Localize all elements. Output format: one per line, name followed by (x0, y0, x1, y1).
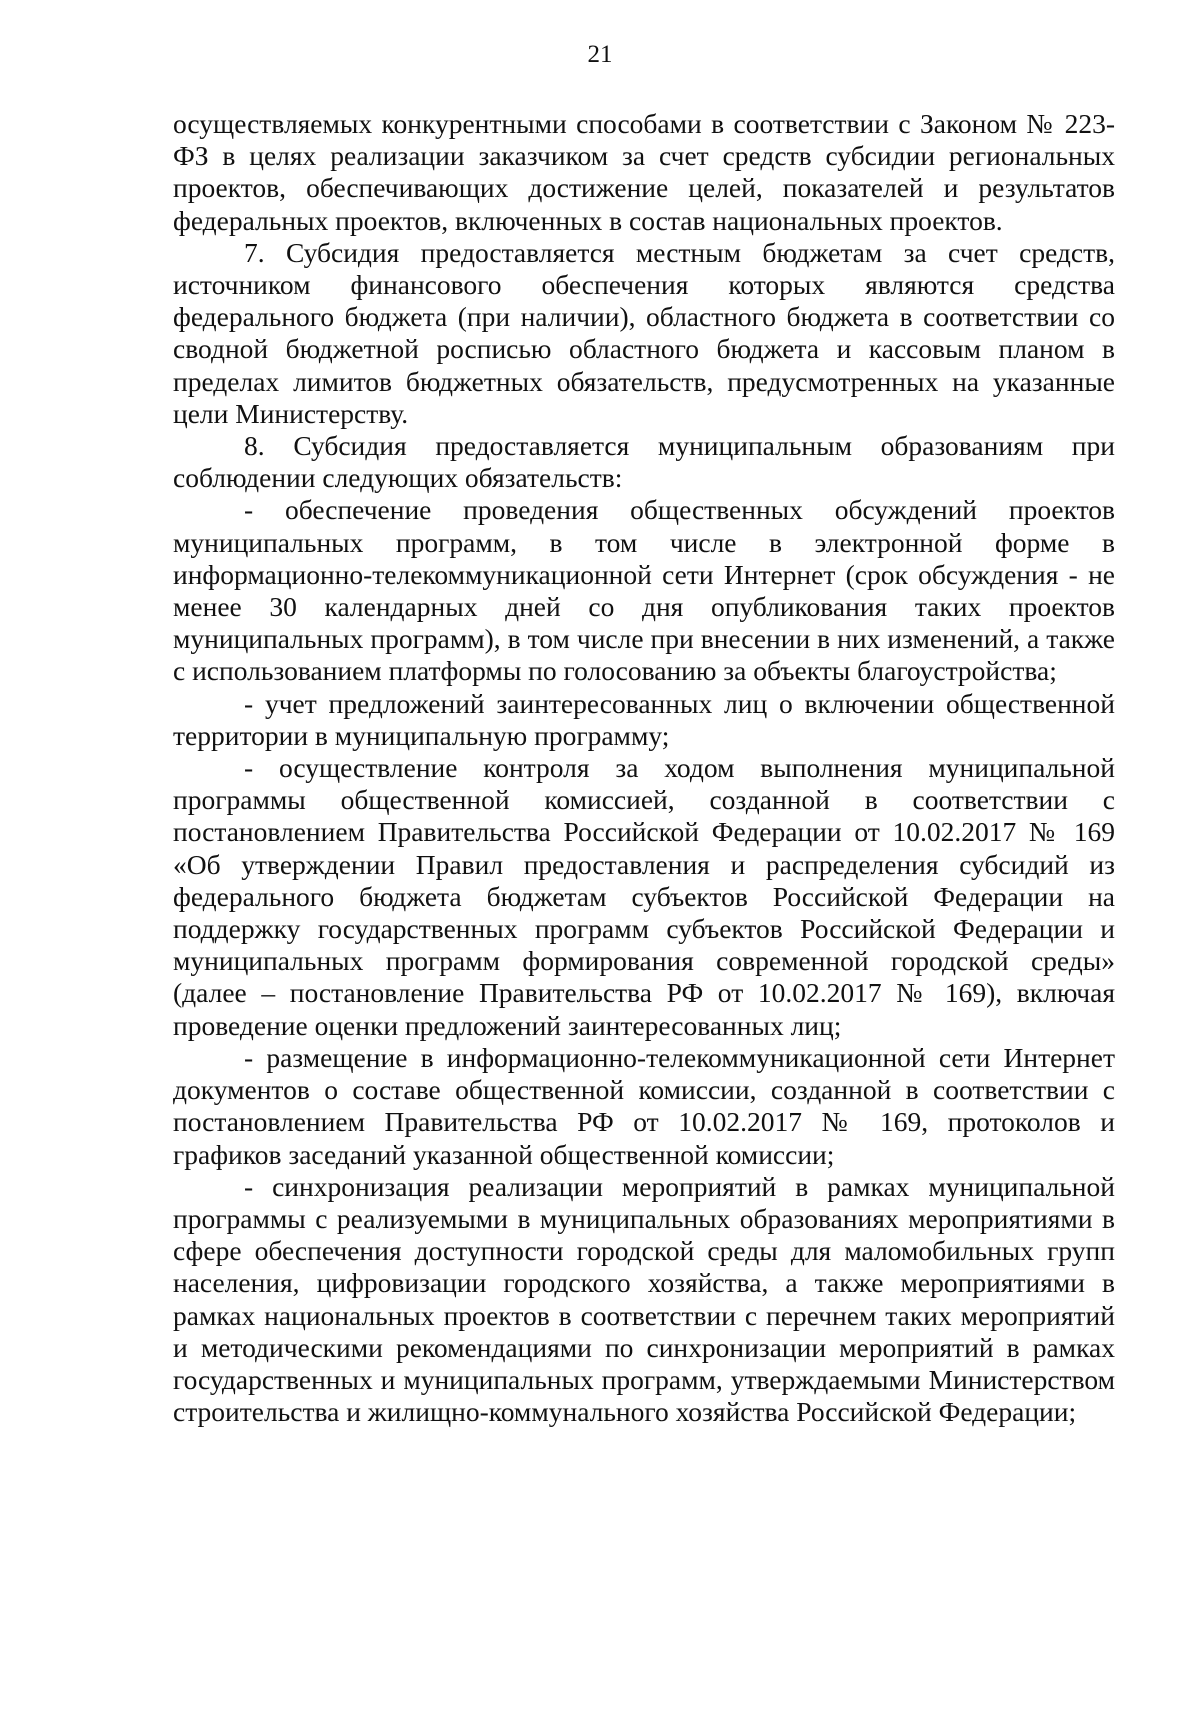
list-item-program-control: - осуществление контроля за ходом выполнения муниципальной программы общественной комиссией, созданной в соответствии с постановлением Правительства Российской Федерации от 10.02.2017 № 169 «Об утверждении Правил предоставления и распределения субсидий из федерального бюджета бюджетам субъектов Российской Федерации на поддержку государственных программ субъектов Российской Федерации и муниципальных программ формирования современной городской среды» (далее – постановление Правительства РФ от 10.02.2017 № 169), включая проведение оценки предложений заинтересованных лиц; (173, 752, 1115, 1041)
paragraph-clause-8: 8. Субсидия предоставляется муниципальным образованиям при соблюдении следующих обязательств: (173, 430, 1115, 494)
paragraph-continuation: осуществляемых конкурентными способами в соответствии с Законом № 223-ФЗ в целях реализации заказчиком за счет средств субсидии региональных проектов, обеспечивающих достижение целей, показателей и результатов федеральных проектов, включенных в состав национальных проектов. (173, 108, 1115, 236)
list-item-internet-publication: - размещение в информационно-телекоммуникационной сети Интернет документов о составе общественной комиссии, созданной в соответствии с постановлением Правительства РФ от 10.02.2017 № 169, протоколов и графиков заседаний указанной общественной комиссии; (173, 1041, 1115, 1170)
list-item-synchronization: - синхронизация реализации мероприятий в рамках муниципальной программы с реализуемыми в муниципальных образованиях мероприятиями в сфере обеспечения доступности городской среды для маломобильных групп населения, цифровизации городского хозяйства, а также мероприятиями в рамках национальных проектов в соответствии с перечнем таких мероприятий и методическими рекомендациями по синхронизации мероприятий в рамках государственных и муниципальных программ, утверждаемыми Министерством строительства и жилищно-коммунального хозяйства Российской Федерации; (173, 1170, 1115, 1428)
page-number: 21 (587, 41, 613, 68)
list-item-proposals-accounting: - учет предложений заинтересованных лиц о включении общественной территории в муниципальную программу; (173, 687, 1115, 751)
list-item-public-discussions: - обеспечение проведения общественных обсуждений проектов муниципальных программ, в том числе в электронной форме в информационно-телекоммуникационной сети Интернет (срок обсуждения - не менее 30 календарных дней со дня опубликования таких проектов муниципальных программ), в том числе при внесении в них изменений, а также с использованием платформы по голосованию за объекты благоустройства; (173, 494, 1115, 687)
paragraph-clause-7: 7. Субсидия предоставляется местным бюджетам за счет средств, источником финансового обеспечения которых являются средства федерального бюджета (при наличии), областного бюджета в соответствии со сводной бюджетной росписью областного бюджета и кассовым планом в пределах лимитов бюджетных обязательств, предусмотренных на указанные цели Министерству. (173, 236, 1115, 429)
document-body (173, 108, 1115, 1428)
